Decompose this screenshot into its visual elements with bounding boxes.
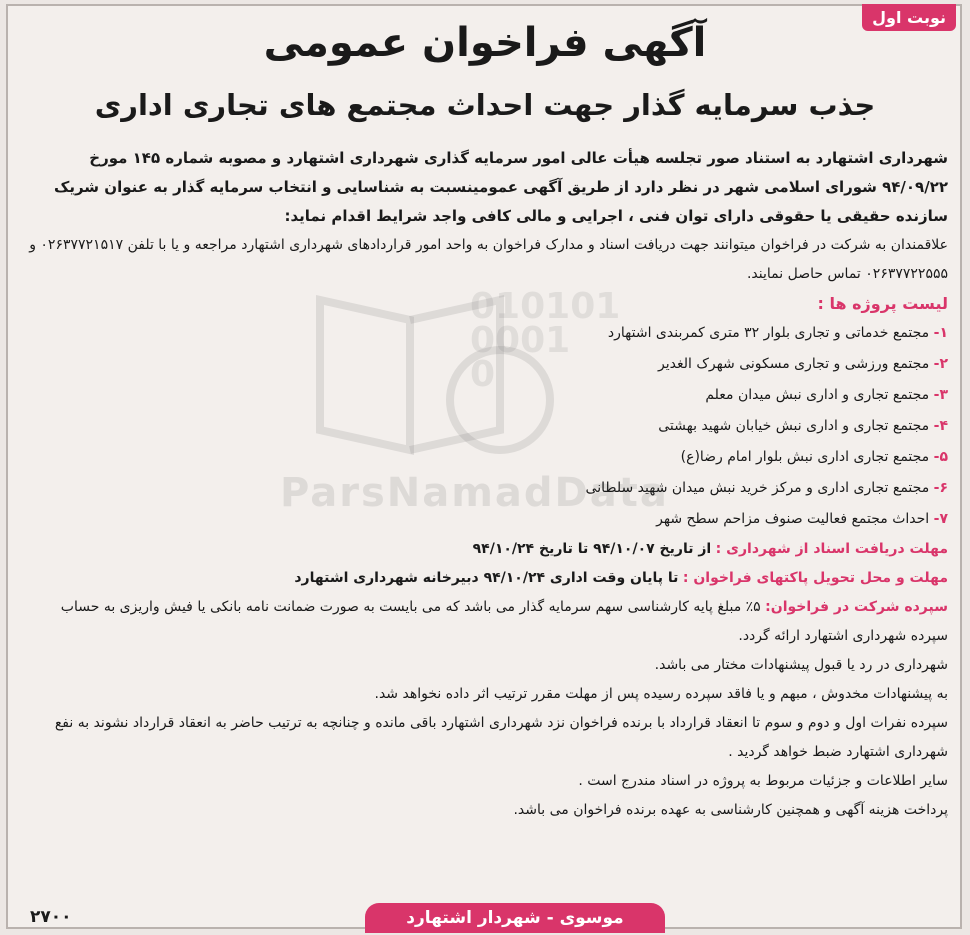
- list-item: [22, 380, 948, 411]
- watermark-digit-line: 010101: [470, 286, 621, 327]
- watermark-digit-line: 0001: [470, 320, 571, 361]
- list-item: [22, 411, 948, 442]
- item-number: ۲-: [933, 356, 948, 372]
- notice-body: [22, 144, 948, 825]
- signature-bar: موسوی - شهردار اشتهارد: [365, 903, 665, 933]
- deposit-label: سپرده شرکت در فراخوان:: [765, 599, 948, 615]
- item-number: ۳-: [933, 387, 948, 403]
- deposit: [22, 593, 948, 651]
- list-item: [22, 504, 948, 535]
- projects-heading: لیست پروژه ها :: [817, 294, 948, 313]
- list-item: [22, 473, 948, 504]
- watermark-text: ParsNamadData: [280, 470, 669, 516]
- page-subtitle: جذب سرمایه گذار جهت احداث مجتمع های تجاری اداری: [94, 88, 876, 122]
- edition-badge: نوبت اول: [862, 4, 956, 31]
- item-number: ۱-: [933, 325, 948, 341]
- intro-paragraph: شهرداری اشتهارد به استناد صور تجلسه هیأت عالی امور سرمایه گذاری شهرداری اشتهارد و مصوبه شماره ۱۴۵ مورخ ۹۴/۰۹/۲۲ شورای اسلامی شهر در نظر دارد از طریق آگهی عمومینسبت به شناسایی و انتخاب سرمایه گذار به عنوان شریک سازنده حقیقی یا حقوقی دارای توان فنی ، اجرایی و مالی کافی واجد شرایط اقدام نماید:: [53, 149, 948, 225]
- watermark-digit-line: 0: [470, 354, 496, 395]
- item-number: ۵-: [933, 449, 948, 465]
- deadline-submit: [22, 564, 948, 593]
- note-2: به پیشنهادات مخدوش ، مبهم و یا فاقد سپرده رسیده پس از مهلت مقرر ترتیب اثر داده نخواهد شد.: [374, 686, 948, 702]
- item-text: مجتمع تجاری اداری نبش بلوار امام رضا(ع): [680, 449, 930, 465]
- contact-paragraph: علاقمندان به شرکت در فراخوان میتوانند جهت دریافت اسناد و مدارک فراخوان به واحد امور قراردادهای شهرداری اشتهارد مراجعه و یا با تلفن ۰۲۶۳۷۷۲۱۵۱۷ و ۰۲۶۳۷۷۲۲۵۵۵ تماس حاصل نمایند.: [29, 237, 948, 282]
- price-label: ۲۷۰۰: [30, 907, 72, 927]
- page-title: آگهی فراخوان عمومی: [263, 20, 707, 66]
- item-text: احداث مجتمع فعالیت صنوف مزاحم سطح شهر: [656, 511, 930, 527]
- deadline-receive-value: از تاریخ ۹۴/۱۰/۰۷ تا تاریخ ۹۴/۱۰/۲۴: [472, 541, 712, 557]
- item-number: ۷-: [933, 511, 948, 527]
- list-item: [22, 318, 948, 349]
- list-item: [22, 442, 948, 473]
- deadline-submit-label: مهلت و محل تحویل پاکتهای فراخوان :: [682, 570, 948, 586]
- item-number: ۶-: [933, 480, 948, 496]
- item-text: مجتمع تجاری اداری و مرکز خرید نبش میدان شهید سلطانی: [585, 480, 930, 496]
- deadline-submit-value: تا پایان وقت اداری ۹۴/۱۰/۲۴ دبیرخانه شهرداری اشتهارد: [294, 570, 679, 586]
- item-text: مجتمع خدماتی و تجاری بلوار ۳۲ متری کمربندی اشتهارد: [607, 325, 930, 341]
- projects-list: [22, 318, 948, 535]
- deposit-value: ۵٪ مبلغ پایه کارشناسی سهم سرمایه گذار می باشد که می بایست به صورت ضمانت نامه بانکی یا فیش واریزی به حساب سپرده شهرداری اشتهارد ارائه گردد.: [60, 599, 948, 644]
- note-1: شهرداری در رد یا قبول پیشنهادات مختار می باشد.: [654, 657, 948, 673]
- item-text: مجتمع ورزشی و تجاری مسکونی شهرک الغدیر: [657, 356, 930, 372]
- deadline-receive: [22, 535, 948, 564]
- list-item: [22, 349, 948, 380]
- item-number: ۴-: [933, 418, 948, 434]
- note-5: پرداخت هزینه آگهی و همچنین کارشناسی به عهده برنده فراخوان می باشد.: [513, 802, 948, 818]
- deadline-receive-label: مهلت دریافت اسناد از شهرداری :: [715, 541, 948, 557]
- item-text: مجتمع تجاری و اداری نبش میدان معلم: [705, 387, 930, 403]
- note-3: سپرده نفرات اول و دوم و سوم تا انعقاد قرارداد با برنده فراخوان نزد شهرداری اشتهارد باقی مانده و چنانچه به ترتیب حاضر به انعقاد قرارداد نشوند به نفع شهرداری اشتهارد ضبط خواهد گردید .: [54, 715, 948, 760]
- item-text: مجتمع تجاری و اداری نبش خیابان شهید بهشتی: [658, 418, 930, 434]
- note-4: سایر اطلاعات و جزئیات مربوط به پروژه در اسناد مندرج است .: [578, 773, 948, 789]
